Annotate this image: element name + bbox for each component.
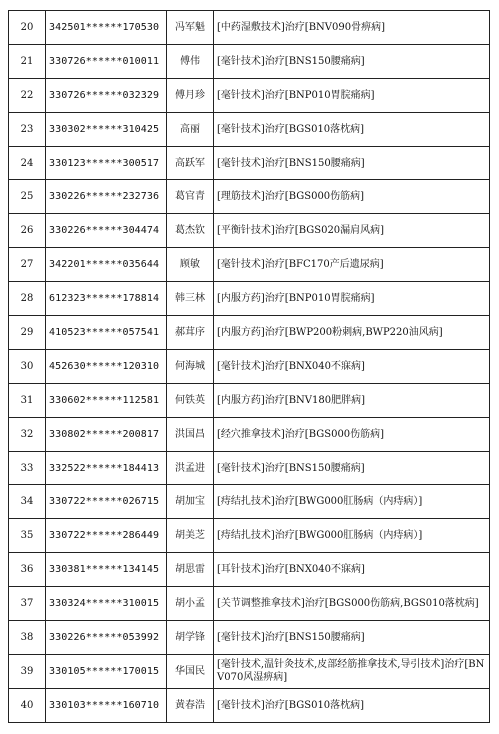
treatment-text: [平衡针技术]治疗[BGS020漏肩风病] (214, 214, 490, 248)
treatment-text: [毫针技术,温针灸技术,皮部经筋推拿技术,导引技术]治疗[BNV070风湿痹病] (214, 654, 490, 688)
treatment-text: [耳针技术]治疗[BNX040不寐病] (214, 553, 490, 587)
treatment-text: [毫针技术]治疗[BNS150腰痛病] (214, 621, 490, 655)
id-number: 330722******286449 (46, 519, 167, 553)
treatment-text: [毫针技术]治疗[BNS150腰痛病] (214, 451, 490, 485)
row-number: 37 (9, 587, 46, 621)
id-number: 330123******300517 (46, 146, 167, 180)
treatment-text: [痔结扎技术]治疗[BWG000肛肠病（内痔病）] (214, 519, 490, 553)
patient-name: 葛官青 (167, 180, 214, 214)
patient-name: 胡加宝 (167, 485, 214, 519)
id-number: 342201******035644 (46, 248, 167, 282)
table-row (9, 349, 490, 383)
treatment-text: [毫针技术]治疗[BNS150腰痛病] (214, 44, 490, 78)
row-number: 35 (9, 519, 46, 553)
patient-name: 韩三林 (167, 282, 214, 316)
patient-name: 胡小孟 (167, 587, 214, 621)
id-number: 410523******057541 (46, 316, 167, 350)
table-row (9, 282, 490, 316)
row-number: 23 (9, 112, 46, 146)
treatment-text: [毫针技术]治疗[BNS150腰痛病] (214, 146, 490, 180)
treatment-text: [中药湿敷技术]治疗[BNV090骨痹病] (214, 11, 490, 45)
treatment-text: [经穴推拿技术]治疗[BGS000伤筋病] (214, 417, 490, 451)
table-row (9, 485, 490, 519)
row-number: 22 (9, 78, 46, 112)
patient-name: 洪孟进 (167, 451, 214, 485)
patient-name: 华国民 (167, 654, 214, 688)
row-number: 39 (9, 654, 46, 688)
table-row (9, 519, 490, 553)
table-row (9, 417, 490, 451)
patient-name: 洪国昌 (167, 417, 214, 451)
id-number: 330226******053992 (46, 621, 167, 655)
id-number: 330302******310425 (46, 112, 167, 146)
row-number: 30 (9, 349, 46, 383)
treatment-text: [毫针技术]治疗[BGS010落枕病] (214, 112, 490, 146)
table-row (9, 180, 490, 214)
patient-name: 何海城 (167, 349, 214, 383)
treatment-text: [关节调整推拿技术]治疗[BGS000伤筋病,BGS010落枕病] (214, 587, 490, 621)
table-row (9, 383, 490, 417)
id-number: 330105******170015 (46, 654, 167, 688)
patient-name: 傅伟 (167, 44, 214, 78)
treatment-text: [内服方药]治疗[BWP200粉刺病,BWP220油风病] (214, 316, 490, 350)
patient-name: 胡学锋 (167, 621, 214, 655)
table-row (9, 11, 490, 45)
id-number: 330324******310015 (46, 587, 167, 621)
patient-name: 葛杰钦 (167, 214, 214, 248)
row-number: 24 (9, 146, 46, 180)
patient-name: 郝茸序 (167, 316, 214, 350)
treatment-text: [理筋技术]治疗[BGS000伤筋病] (214, 180, 490, 214)
row-number: 26 (9, 214, 46, 248)
treatment-text: [内服方药]治疗[BNP010胃脘痛病] (214, 282, 490, 316)
row-number: 20 (9, 11, 46, 45)
id-number: 330226******232736 (46, 180, 167, 214)
table-row (9, 553, 490, 587)
patient-name: 胡思雷 (167, 553, 214, 587)
id-number: 342501******170530 (46, 11, 167, 45)
table-row (9, 112, 490, 146)
patient-name: 高丽 (167, 112, 214, 146)
id-number: 330726******032329 (46, 78, 167, 112)
table-row (9, 146, 490, 180)
treatment-text: [内服方药]治疗[BNV180肥胖病] (214, 383, 490, 417)
patient-name: 何铁英 (167, 383, 214, 417)
patient-name: 高跃军 (167, 146, 214, 180)
id-number: 330722******026715 (46, 485, 167, 519)
id-number: 452630******120310 (46, 349, 167, 383)
treatment-text: [毫针技术]治疗[BNP010胃脘痛病] (214, 78, 490, 112)
patient-name: 冯军魁 (167, 11, 214, 45)
table-row (9, 587, 490, 621)
patient-name: 傅月珍 (167, 78, 214, 112)
row-number: 38 (9, 621, 46, 655)
row-number: 33 (9, 451, 46, 485)
id-number: 330602******112581 (46, 383, 167, 417)
row-number: 28 (9, 282, 46, 316)
table-row (9, 316, 490, 350)
row-number: 40 (9, 688, 46, 722)
id-number: 330226******304474 (46, 214, 167, 248)
treatment-text: [毫针技术]治疗[BFC170产后遗尿病] (214, 248, 490, 282)
records-table (8, 10, 490, 723)
patient-name: 胡美芝 (167, 519, 214, 553)
table-row (9, 214, 490, 248)
patient-name: 黄春浩 (167, 688, 214, 722)
table-row (9, 248, 490, 282)
id-number: 332522******184413 (46, 451, 167, 485)
table-row (9, 654, 490, 688)
row-number: 29 (9, 316, 46, 350)
row-number: 32 (9, 417, 46, 451)
treatment-text: [痔结扎技术]治疗[BWG000肛肠病（内痔病）] (214, 485, 490, 519)
row-number: 34 (9, 485, 46, 519)
records-table-body (9, 11, 490, 723)
treatment-text: [毫针技术]治疗[BGS010落枕病] (214, 688, 490, 722)
table-row (9, 621, 490, 655)
row-number: 21 (9, 44, 46, 78)
id-number: 330802******200817 (46, 417, 167, 451)
table-row (9, 451, 490, 485)
row-number: 25 (9, 180, 46, 214)
id-number: 330381******134145 (46, 553, 167, 587)
row-number: 27 (9, 248, 46, 282)
treatment-text: [毫针技术]治疗[BNX040不寐病] (214, 349, 490, 383)
id-number: 612323******178814 (46, 282, 167, 316)
table-row (9, 78, 490, 112)
row-number: 31 (9, 383, 46, 417)
id-number: 330726******010011 (46, 44, 167, 78)
id-number: 330103******160710 (46, 688, 167, 722)
table-row (9, 44, 490, 78)
patient-name: 顾敏 (167, 248, 214, 282)
row-number: 36 (9, 553, 46, 587)
table-row (9, 688, 490, 722)
